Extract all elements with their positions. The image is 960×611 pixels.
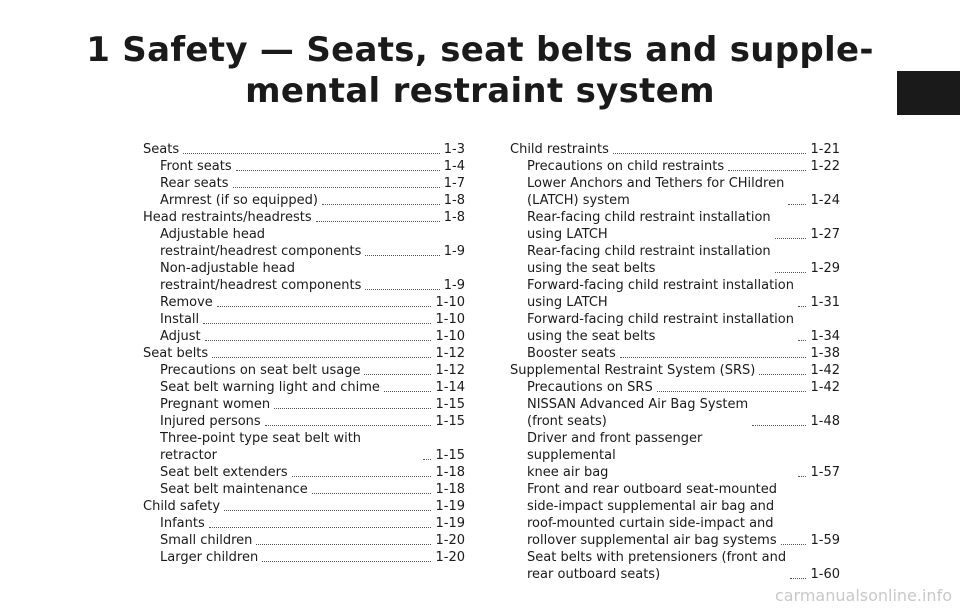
toc-dot-leader [233, 187, 440, 188]
toc-dot-leader [790, 578, 806, 579]
watermark-text: carmanualsonline.info [774, 586, 952, 605]
toc-dot-leader [759, 374, 806, 375]
toc-subsection-entry[interactable] [143, 192, 465, 209]
toc-page-number: 1-19 [435, 516, 465, 531]
toc-dot-leader [728, 170, 806, 171]
toc-dot-leader [292, 476, 432, 477]
toc-dot-leader [364, 374, 431, 375]
toc-subsection-entry[interactable] [143, 294, 465, 311]
page-title-line-1: 1 Safety — Seats, seat belts and supple- [86, 30, 874, 70]
toc-dot-leader [236, 170, 440, 171]
toc-entry-title: Front seats [160, 159, 232, 174]
toc-entry-title: Precautions on seat belt usage [160, 363, 361, 378]
toc-section-entry[interactable] [143, 345, 465, 362]
toc-dot-leader [256, 544, 431, 545]
toc-page-number: 1-15 [435, 414, 465, 429]
toc-page-number: 1-20 [435, 550, 465, 565]
toc-subsection-entry[interactable] [143, 532, 465, 549]
toc-subsection-entry[interactable] [510, 175, 840, 209]
toc-entry-title: Driver and front passenger supplemental knee air bag [527, 431, 703, 480]
toc-right-column [510, 141, 840, 583]
toc-dot-leader [365, 255, 439, 256]
toc-entry-title: Small children [160, 533, 253, 548]
toc-page-number: 1-3 [443, 142, 465, 157]
toc-entry-title: Precautions on child restraints [527, 159, 725, 174]
toc-subsection-entry[interactable] [143, 175, 465, 192]
toc-page-number: 1-4 [443, 159, 465, 174]
toc-subsection-entry[interactable] [510, 549, 840, 583]
toc-subsection-entry[interactable] [510, 243, 840, 277]
toc-page-number: 1-38 [810, 346, 840, 361]
toc-page-number: 1-60 [810, 567, 840, 582]
toc-subsection-entry[interactable] [143, 515, 465, 532]
toc-entry-title: Lower Anchors and Tethers for CHildren (LATCH) system [527, 176, 785, 208]
toc-page-number: 1-9 [443, 244, 465, 259]
toc-page-number: 1-18 [435, 465, 465, 480]
toc-entry-title: Child restraints [510, 142, 609, 157]
toc-entry-title: Forward-facing child restraint installation using LATCH [527, 278, 794, 310]
toc-page-number: 1-21 [810, 142, 840, 157]
toc-page-number: 1-31 [810, 295, 840, 310]
toc-dot-leader [423, 459, 431, 460]
toc-subsection-entry[interactable] [510, 277, 840, 311]
toc-dot-leader [384, 391, 432, 392]
toc-entry-title: Adjust [160, 329, 201, 344]
toc-subsection-entry[interactable] [510, 345, 840, 362]
toc-dot-leader [209, 527, 432, 528]
toc-page-number: 1-42 [810, 363, 840, 378]
toc-dot-leader [781, 544, 806, 545]
toc-left-column [143, 141, 465, 566]
toc-entry-title: NISSAN Advanced Air Bag System (front seats) [527, 397, 749, 429]
toc-entry-title: Head restraints/headrests [143, 210, 312, 225]
toc-subsection-entry[interactable] [143, 311, 465, 328]
toc-dot-leader [183, 153, 440, 154]
toc-page-number: 1-24 [810, 193, 840, 208]
toc-entry-title: Seat belt maintenance [160, 482, 308, 497]
toc-entry-title: Seat belts with pretensioners (front and rear outboard seats) [527, 550, 787, 582]
toc-dot-leader [265, 425, 432, 426]
toc-section-entry[interactable] [143, 141, 465, 158]
toc-dot-leader [322, 204, 440, 205]
toc-subsection-entry[interactable] [143, 158, 465, 175]
toc-subsection-entry[interactable] [510, 430, 840, 481]
toc-section-entry[interactable] [143, 498, 465, 515]
toc-dot-leader [316, 221, 440, 222]
toc-page-number: 1-22 [810, 159, 840, 174]
toc-entry-title: Forward-facing child restraint installation using the seat belts [527, 312, 794, 344]
toc-dot-leader [203, 323, 431, 324]
toc-subsection-entry[interactable] [510, 209, 840, 243]
toc-page-number: 1-12 [435, 363, 465, 378]
toc-page-number: 1-15 [435, 448, 465, 463]
toc-dot-leader [788, 204, 806, 205]
page-title-line-2: mental restraint system [245, 71, 715, 111]
toc-dot-leader [212, 357, 431, 358]
toc-page-number: 1-48 [810, 414, 840, 429]
toc-page-number: 1-42 [810, 380, 840, 395]
toc-page-number: 1-34 [810, 329, 840, 344]
toc-entry-title: Seat belts [143, 346, 209, 361]
toc-page-number: 1-19 [435, 499, 465, 514]
toc-entry-title: Front and rear outboard seat-mounted side-impact supplemental air bag and roof-mounted curtain side-impact and rollover supplemental air bag systems [527, 482, 778, 548]
toc-dot-leader [798, 306, 806, 307]
toc-page-number: 1-12 [435, 346, 465, 361]
toc-dot-leader [262, 561, 431, 562]
toc-page-number: 1-29 [810, 261, 840, 276]
toc-entry-title: Pregnant women [160, 397, 271, 412]
toc-entry-title: Precautions on SRS [527, 380, 653, 395]
toc-subsection-entry[interactable] [143, 430, 465, 464]
toc-dot-leader [224, 510, 431, 511]
toc-subsection-entry[interactable] [143, 328, 465, 345]
toc-subsection-entry[interactable] [510, 396, 840, 430]
toc-page-number: 1-18 [435, 482, 465, 497]
toc-page-number: 1-20 [435, 533, 465, 548]
toc-subsection-entry[interactable] [143, 481, 465, 498]
toc-page-number: 1-14 [435, 380, 465, 395]
toc-section-entry[interactable] [143, 209, 465, 226]
toc-entry-title: Non-adjustable head restraint/headrest components [160, 261, 362, 293]
toc-page-number: 1-27 [810, 227, 840, 242]
toc-dot-leader [798, 340, 806, 341]
toc-subsection-entry[interactable] [143, 226, 465, 260]
toc-dot-leader [365, 289, 439, 290]
toc-page-number: 1-7 [443, 176, 465, 191]
toc-subsection-entry[interactable] [143, 464, 465, 481]
toc-entry-title: Rear-facing child restraint installation using the seat belts [527, 244, 771, 276]
chapter-tab-marker [897, 71, 960, 115]
toc-page-number: 1-10 [435, 312, 465, 327]
toc-section-entry[interactable] [510, 362, 840, 379]
toc-entry-title: Supplemental Restraint System (SRS) [510, 363, 756, 378]
toc-subsection-entry[interactable] [510, 311, 840, 345]
toc-dot-leader [775, 238, 807, 239]
toc-entry-title: Armrest (if so equipped) [160, 193, 318, 208]
toc-page-number: 1-9 [443, 278, 465, 293]
toc-dot-leader [657, 391, 807, 392]
toc-subsection-entry[interactable] [510, 379, 840, 396]
page-title [0, 30, 960, 112]
toc-entry-title: Booster seats [527, 346, 616, 361]
toc-entry-title: Larger children [160, 550, 259, 565]
toc-dot-leader [620, 357, 807, 358]
toc-entry-title: Seat belt warning light and chime [160, 380, 380, 395]
toc-entry-title: Infants [160, 516, 205, 531]
toc-dot-leader [798, 476, 806, 477]
toc-entry-title: Seat belt extenders [160, 465, 288, 480]
toc-entry-title: Install [160, 312, 200, 327]
toc-subsection-entry[interactable] [143, 549, 465, 566]
toc-page-number: 1-8 [443, 210, 465, 225]
toc-dot-leader [752, 425, 806, 426]
toc-entry-title: Rear seats [160, 176, 229, 191]
toc-entry-title: Remove [160, 295, 213, 310]
toc-entry-title: Injured persons [160, 414, 261, 429]
toc-subsection-entry[interactable] [510, 481, 840, 549]
toc-dot-leader [613, 153, 807, 154]
toc-dot-leader [217, 306, 432, 307]
toc-page-number: 1-57 [810, 465, 840, 480]
toc-subsection-entry[interactable] [143, 260, 465, 294]
toc-entry-title: Child safety [143, 499, 221, 514]
toc-subsection-entry[interactable] [143, 379, 465, 396]
toc-dot-leader [274, 408, 431, 409]
toc-dot-leader [775, 272, 807, 273]
toc-subsection-entry[interactable] [143, 362, 465, 379]
toc-dot-leader [312, 493, 432, 494]
toc-subsection-entry[interactable] [143, 396, 465, 413]
toc-page-number: 1-10 [435, 295, 465, 310]
toc-page-number: 1-10 [435, 329, 465, 344]
toc-subsection-entry[interactable] [143, 413, 465, 430]
toc-entry-title: Rear-facing child restraint installation using LATCH [527, 210, 771, 242]
toc-page-number: 1-8 [443, 193, 465, 208]
toc-entry-title: Seats [143, 142, 180, 157]
toc-page-number: 1-59 [810, 533, 840, 548]
toc-dot-leader [205, 340, 432, 341]
toc-entry-title: Three-point type seat belt with retractor [160, 431, 362, 463]
toc-section-entry[interactable] [510, 141, 840, 158]
toc-entry-title: Adjustable head restraint/headrest components [160, 227, 362, 259]
toc-page-number: 1-15 [435, 397, 465, 412]
toc-subsection-entry[interactable] [510, 158, 840, 175]
